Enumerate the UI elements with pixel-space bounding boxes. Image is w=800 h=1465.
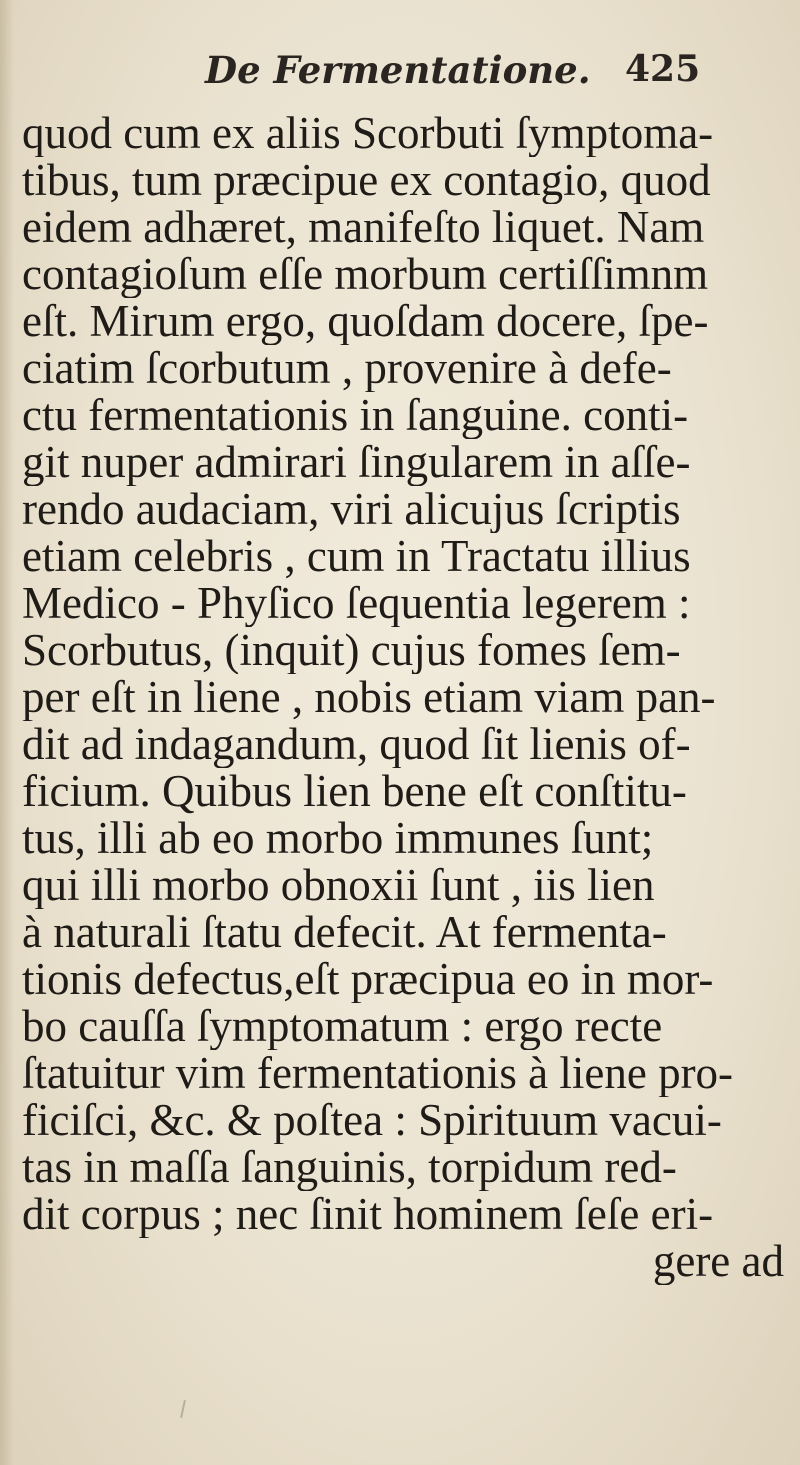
text-line-20: bo cauſſa ſymptomatum : ergo recte — [22, 1003, 663, 1050]
text-line-23: tas in maſſa ſanguinis, torpidum red- — [22, 1144, 677, 1191]
text-line-15: ficium. Quibus lien bene eſt conſtitu- — [22, 768, 687, 815]
text-line-16: tus, illi ab eo morbo immunes ſunt; — [22, 815, 654, 862]
body-text — [22, 110, 784, 1285]
text-line-6: ciatim ſcorbutum , provenire à defe- — [22, 345, 672, 392]
text-line-1: quod cum ex aliis Scorbuti ſymptoma- — [22, 110, 714, 157]
text-line-5: eſt. Mirum ergo, quoſdam docere, ſpe- — [22, 298, 709, 345]
text-line-12: Scorbutus, (inquit) cujus fomes ſem- — [22, 627, 681, 674]
text-line-13: per eſt in liene , nobis etiam viam pan- — [22, 674, 716, 721]
text-line-17: qui illi morbo obnoxii ſunt , iis lien — [22, 862, 655, 909]
text-line-21: ſtatuitur vim fermentationis à liene pro- — [22, 1050, 734, 1097]
text-line-24: dit corpus ; nec ſinit hominem ſeſe eri- — [22, 1191, 714, 1238]
catchword-line: gere ad — [652, 1238, 784, 1285]
text-line-4: contagioſum eſſe morbum certiſſimnm — [22, 251, 709, 298]
text-line-11: Medico - Phyſico ſequentia legerem : — [22, 580, 691, 627]
text-line-8: git nuper admirari ſingularem in aſſe- — [22, 439, 691, 486]
page-header — [0, 48, 800, 104]
text-line-19: tionis defectus,eſt præcipua eo in mor- — [22, 956, 714, 1003]
text-line-7: ctu fermentationis in ſanguine. conti- — [22, 392, 689, 439]
text-line-22: ficiſci, &c. & poſtea : Spirituum vacui- — [22, 1097, 722, 1144]
text-line-14: dit ad indagandum, quod ſit lienis of- — [22, 721, 691, 768]
paper-mark — [180, 1400, 186, 1418]
gutter-shadow — [0, 0, 14, 1465]
text-line-18: à naturali ſtatu defecit. At fermenta- — [22, 909, 667, 956]
text-line-10: etiam celebris , cum in Tractatu illius — [22, 533, 691, 580]
text-line-9: rendo audaciam, viri alicujus ſcriptis — [22, 486, 681, 533]
text-line-2: tibus, tum præcipue ex contagio, quod — [22, 157, 711, 204]
running-title: De Fermentatione. — [205, 48, 591, 92]
page-number: 425 — [625, 48, 701, 90]
text-line-3: eidem adhæret, manifeſto liquet. Nam — [22, 204, 705, 251]
